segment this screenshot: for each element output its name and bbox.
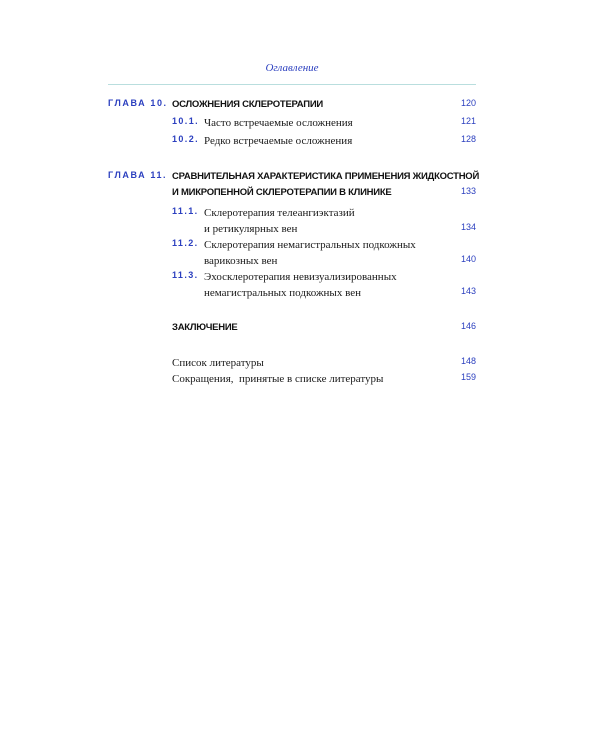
chapter-label: ГЛАВА 11. [108,170,168,180]
section-number: 11.3. [172,270,199,280]
chapter-title-line-2: И МИКРОПЕННОЙ СКЛЕРОТЕРАПИИ В КЛИНИКЕ [172,187,392,198]
section-title-line-1: Склеротерапия немагистральных подкожных [204,239,416,251]
section-number: 11.2. [172,238,199,248]
running-head: Оглавление [265,62,319,74]
section-number: 11.1. [172,206,199,216]
chapter-label: ГЛАВА 10. [108,98,168,108]
chapter-title-line-1: СРАВНИТЕЛЬНАЯ ХАРАКТЕРИСТИКА ПРИМЕНЕНИЯ ЖИДКОСТНОЙ [172,171,480,182]
section-title: Редко встречаемые осложнения [204,135,353,147]
header-rule [108,84,476,85]
section-number: 10.1. [172,116,200,126]
references-title: Список литературы [172,357,264,369]
section-title-line-1: Склеротерапия телеангиэктазий [204,207,355,219]
chapter-title: ОСЛОЖНЕНИЯ СКЛЕРОТЕРАПИИ [172,99,324,110]
section-title-line-2: немагистральных подкожных вен [204,287,361,299]
conclusion-title: ЗАКЛЮЧЕНИЕ [172,322,238,333]
page-number: 148 [460,356,476,366]
page-number: 146 [460,321,476,331]
page-number: 134 [460,222,476,232]
abbreviations-title: Сокращения, принятые в списке литературы [172,373,384,385]
page-number: 159 [460,372,476,382]
page-number: 120 [460,98,476,108]
section-title-line-2: варикозных вен [204,255,278,267]
section-title: Часто встречаемые осложнения [204,117,353,129]
page-number: 143 [460,286,476,296]
section-title [204,269,449,301]
section-title [204,205,449,237]
section-title-line-1: Эхосклеротерапия невизуализированных [204,271,397,283]
section-title-line-2: и ретикулярных вен [204,223,298,235]
page-number: 140 [460,254,476,264]
page-number: 121 [460,116,476,126]
page-number: 128 [460,134,476,144]
page-number: 133 [460,186,476,196]
section-number: 10.2. [172,134,200,144]
section-title [204,237,449,269]
